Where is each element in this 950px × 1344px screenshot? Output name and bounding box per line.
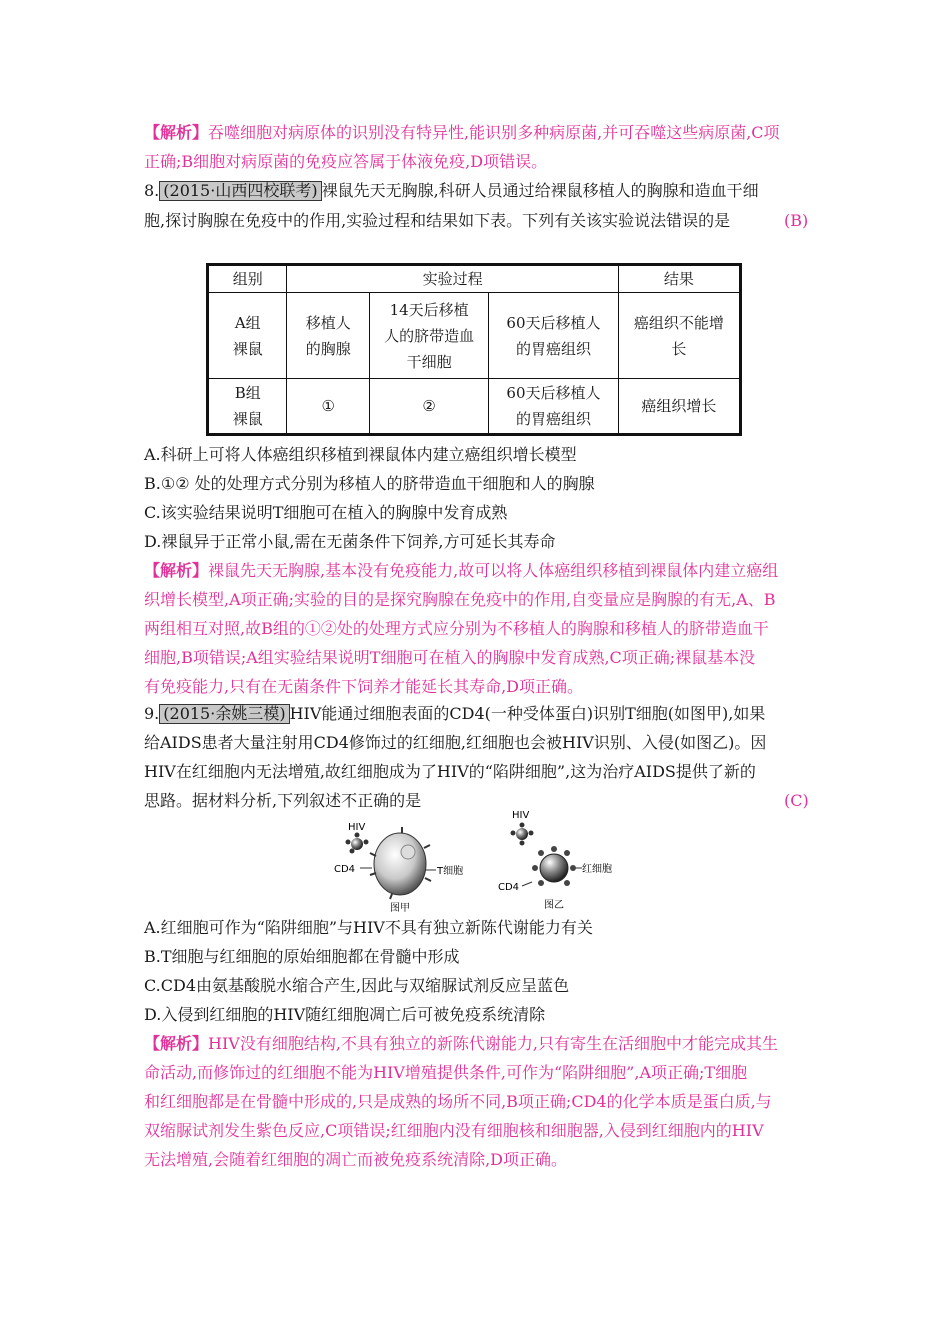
q9-stem-line4: 思路。据材料分析,下列叙述不正确的是 xyxy=(144,791,422,810)
q8-source: (2015·山西四校联考) xyxy=(159,181,321,201)
row-a-process1: 移植人 的胸腺 xyxy=(287,293,370,379)
table-row-a xyxy=(208,293,741,379)
analysis-prev-line2: 正确;B细胞对病原菌的免疫应答属于体液免疫,D项错误。 xyxy=(144,152,548,171)
q9-stem-line2: 给AIDS患者大量注射用CD4修饰过的红细胞,红细胞也会被HIV识别、入侵(如图乙)。因 xyxy=(144,733,767,752)
jia-caption: 图甲 xyxy=(390,903,410,914)
q8-option-b: B.①② 处的处理方式分别为移植人的脐带造血干细胞和人的胸腺 xyxy=(144,474,595,493)
jia-cell-label: T细胞 xyxy=(437,866,464,877)
yi-cd4-label: CD4 xyxy=(498,882,520,893)
row-a-process2: 14天后移植 人的脐带造血 干细胞 xyxy=(370,293,489,379)
figure-yi xyxy=(494,806,624,910)
q9-stem-line3: HIV在红细胞内无法增殖,故红细胞成为了HIV的“陷阱细胞”,这为治疗AIDS提供了新的 xyxy=(144,762,756,781)
red-blood-cell-icon xyxy=(540,854,568,882)
q8-stem-line2: 胞,探讨胸腺在免疫中的作用,实验过程和结果如下表。下列有关该实验说法错误的是 xyxy=(144,211,731,230)
q9-analysis-line3: 和红细胞都是在骨髓中形成的,只是成熟的场所不同,B项正确;CD4的化学本质是蛋白质,与 xyxy=(144,1092,772,1111)
analysis-prev-line1: 【解析】吞噬细胞对病原体的识别没有特异性,能识别多种病原菌,并可吞噬这些病原菌,C项 xyxy=(144,123,780,142)
q9-option-b: B.T细胞与红细胞的原始细胞都在骨髓中形成 xyxy=(144,947,460,966)
t-cell-icon xyxy=(374,833,426,895)
virus-icon xyxy=(511,823,534,846)
q8-analysis-line3: 两组相互对照,故B组的①②处的处理方式应分别为不移植人的胸腺和移植人的脐带造血干 xyxy=(144,619,769,638)
figure-jia xyxy=(332,818,472,914)
q9-analysis-line2: 命活动,而修饰过的红细胞不能为HIV增殖提供条件,可作为“陷阱细胞”,A项正确;T细胞 xyxy=(144,1063,748,1082)
row-b-process3: 60天后移植人 的胃癌组织 xyxy=(489,379,618,435)
table-row-b xyxy=(208,379,741,435)
jia-cd4-label: CD4 xyxy=(334,864,356,875)
table-header-row xyxy=(208,265,741,293)
q9-option-a: A.红细胞可作为“陷阱细胞”与HIV不具有独立新陈代谢能力有关 xyxy=(144,918,593,937)
experiment-table xyxy=(206,263,742,436)
analysis-label: 【解析】 xyxy=(144,123,209,142)
yi-cell-label: 红细胞 xyxy=(582,864,612,875)
row-b-group: B组 裸鼠 xyxy=(208,379,287,435)
q8-option-d: D.裸鼠异于正常小鼠,需在无菌条件下饲养,方可延长其寿命 xyxy=(144,532,556,551)
q9-analysis-line1: 【解析】HIV没有细胞结构,不具有独立的新陈代谢能力,只有寄生在活细胞中才能完成其生 xyxy=(144,1034,779,1053)
q9-answer: (C) xyxy=(784,791,809,810)
q8-analysis-line2: 织增长模型,A项正确;实验的目的是探究胸腺在免疫中的作用,自变量应是胸腺的有无,A、B xyxy=(144,590,776,609)
q8-analysis-line1: 【解析】裸鼠先天无胸腺,基本没有免疫能力,故可以将人体癌组织移植到裸鼠体内建立癌组 xyxy=(144,561,779,580)
yi-hiv-label: HIV xyxy=(512,810,530,821)
header-group: 组别 xyxy=(208,265,287,293)
virus-icon xyxy=(346,833,369,854)
q9-analysis-line4: 双缩脲试剂发生紫色反应,C项错误;红细胞内没有细胞核和细胞器,入侵到红细胞内的HIV xyxy=(144,1121,764,1140)
header-process: 实验过程 xyxy=(287,265,618,293)
q9-stem-line1: 9. (2015·余姚三模) HIV能通过细胞表面的CD4(一种受体蛋白)识别T细胞(如图甲),如果 xyxy=(144,704,766,723)
jia-hiv-label: HIV xyxy=(348,822,366,833)
q8-option-a: A.科研上可将人体癌组织移植到裸鼠体内建立癌组织增长模型 xyxy=(144,445,577,464)
q8-analysis-line5: 有免疫能力,只有在无菌条件下饲养才能延长其寿命,D项正确。 xyxy=(144,677,584,696)
q8-option-c: C.该实验结果说明T细胞可在植入的胸腺中发育成熟 xyxy=(144,503,508,522)
q9-analysis-line5: 无法增殖,会随着红细胞的凋亡而被免疫系统清除,D项正确。 xyxy=(144,1150,568,1169)
q9-option-c: C.CD4由氨基酸脱水缩合产生,因此与双缩脲试剂反应呈蓝色 xyxy=(144,976,570,995)
yi-caption: 图乙 xyxy=(544,900,564,910)
row-b-result: 癌组织增长 xyxy=(618,379,740,435)
row-a-process3: 60天后移植人 的胃癌组织 xyxy=(489,293,618,379)
row-a-group: A组 裸鼠 xyxy=(208,293,287,379)
row-a-result: 癌组织不能增 长 xyxy=(618,293,740,379)
row-b-process2: ② xyxy=(370,379,489,435)
q8-analysis-line4: 细胞,B项错误;A组实验结果说明T细胞可在植入的胸腺中发育成熟,C项正确;裸鼠基本没 xyxy=(144,648,756,667)
row-b-process1: ① xyxy=(287,379,370,435)
header-result: 结果 xyxy=(618,265,740,293)
q8-answer: (B) xyxy=(784,211,809,230)
q8-stem-line1: 8. (2015·山西四校联考) 裸鼠先天无胸腺,科研人员通过给裸鼠移植人的胸腺和造血干细 xyxy=(144,181,759,200)
q9-source: (2015·余姚三模) xyxy=(159,704,289,724)
q9-option-d: D.入侵到红细胞的HIV随红细胞凋亡后可被免疫系统清除 xyxy=(144,1005,546,1024)
